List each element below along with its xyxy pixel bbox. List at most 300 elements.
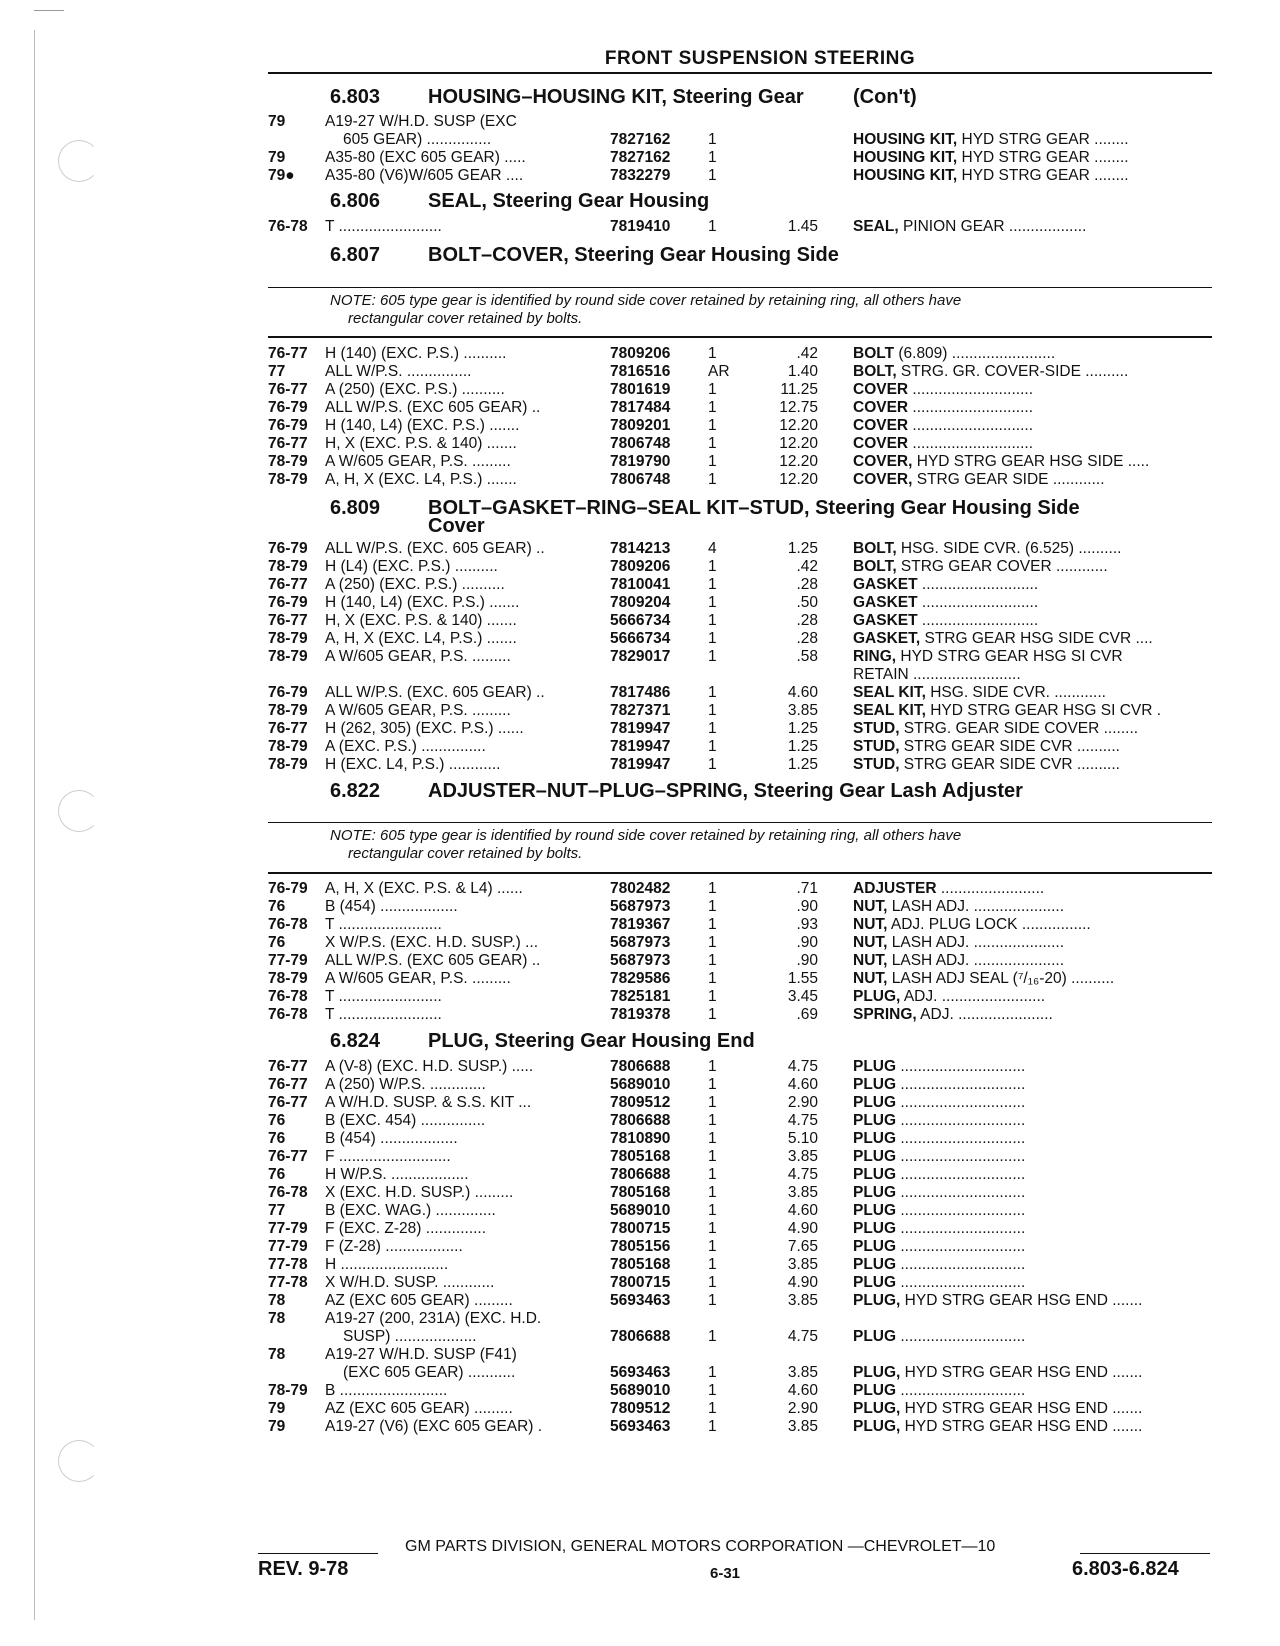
description-cell — [853, 916, 1213, 934]
table-row — [268, 131, 1212, 150]
description-cell — [853, 1328, 1213, 1346]
description-cell — [853, 1166, 1213, 1184]
description-cell — [853, 702, 1213, 720]
year-cell: 76-78 — [268, 218, 308, 235]
description-cell — [853, 952, 1213, 970]
description-cell — [853, 756, 1213, 774]
part-number-cell: 7809512 — [610, 1400, 671, 1417]
year-cell: 79● — [268, 167, 295, 184]
description-keyword: PLUG — [853, 1328, 897, 1345]
table-row — [268, 1382, 1212, 1401]
description-detail: HYD STRG GEAR HSG SI CVR — [896, 648, 1123, 665]
application-cell: A W/605 GEAR, P.S. ......... — [325, 648, 511, 665]
description-cell — [853, 1364, 1213, 1382]
year-cell: 76 — [268, 898, 286, 915]
description-cell — [853, 453, 1213, 471]
quantity-cell: 1 — [708, 1184, 717, 1201]
description-detail: HYD STRG GEAR HSG SIDE ..... — [912, 453, 1150, 470]
table-row — [268, 612, 1212, 631]
description-keyword: GASKET, — [853, 630, 921, 647]
table-row — [268, 1274, 1212, 1293]
note-text — [330, 827, 1150, 863]
note-line: rectangular cover retained by bolts. — [348, 845, 583, 862]
year-cell: 78-79 — [268, 1382, 308, 1399]
description-detail: ............................ — [908, 399, 1034, 416]
table-row — [268, 1238, 1212, 1257]
application-cell: T ........................ — [325, 1006, 442, 1023]
quantity-cell: 1 — [708, 1006, 717, 1023]
application-cell: H W/P.S. .................. — [325, 1166, 469, 1183]
table-row — [268, 756, 1212, 775]
description-keyword: SPRING, — [853, 1006, 917, 1023]
description-keyword: STUD, — [853, 756, 900, 773]
table-row — [268, 1328, 1212, 1347]
price-cell: 12.20 — [779, 435, 818, 452]
year-cell: 78-79 — [268, 756, 308, 773]
table-row — [268, 1400, 1212, 1419]
quantity-cell: 1 — [708, 1130, 717, 1147]
quantity-cell: 1 — [708, 1364, 717, 1381]
table-row — [268, 113, 1212, 132]
section-number: 6.824 — [330, 1030, 381, 1052]
description-detail: LASH ADJ. ..................... — [887, 898, 1065, 915]
description-detail: ............................. — [896, 1094, 1026, 1111]
year-cell: 76-77 — [268, 1094, 308, 1111]
table-row — [268, 540, 1212, 559]
part-number-cell: 7800715 — [610, 1274, 671, 1291]
year-cell: 76-78 — [268, 1184, 308, 1201]
application-cell: B (EXC. WAG.) .............. — [325, 1202, 496, 1219]
description-detail: ADJ. ...................... — [916, 1006, 1053, 1023]
year-cell: 76-78 — [268, 988, 308, 1005]
description-keyword: NUT, — [853, 898, 888, 915]
description-keyword: PLUG — [853, 1238, 897, 1255]
price-cell: 4.90 — [787, 1274, 818, 1291]
application-cell: H, X (EXC. P.S. & 140) ....... — [325, 435, 517, 452]
part-number-cell: 7809204 — [610, 594, 671, 611]
description-keyword: HOUSING KIT, — [853, 131, 958, 148]
description-detail: ............................. — [896, 1130, 1026, 1147]
table-row — [268, 399, 1212, 418]
part-number-cell: 7800715 — [610, 1220, 671, 1237]
year-cell: 78-79 — [268, 702, 308, 719]
description-detail: HYD STRG GEAR HSG END ....... — [900, 1364, 1143, 1381]
quantity-cell: 1 — [708, 952, 717, 969]
part-number-cell: 7819947 — [610, 720, 671, 737]
year-cell: 78 — [268, 1346, 286, 1363]
part-number-cell: 7827371 — [610, 702, 671, 719]
description-keyword: COVER — [853, 417, 909, 434]
note-rule-top — [268, 822, 1212, 823]
price-cell: 1.45 — [787, 218, 818, 235]
part-number-cell: 7801619 — [610, 381, 671, 398]
quantity-cell: 1 — [708, 345, 717, 362]
description-detail: ........................... — [917, 612, 1039, 629]
description-cell — [853, 1112, 1213, 1130]
description-detail: HYD STRG GEAR ........ — [957, 149, 1129, 166]
description-keyword: COVER, — [853, 471, 913, 488]
section-title: HOUSING–HOUSING KIT, Steering Gear — [428, 86, 804, 108]
description-keyword: BOLT, — [853, 363, 897, 380]
table-row — [268, 1220, 1212, 1239]
description-keyword: PLUG — [853, 1184, 897, 1201]
application-cell: A W/H.D. SUSP. & S.S. KIT ... — [325, 1094, 532, 1111]
description-cell — [853, 1382, 1213, 1400]
description-detail: STRG. GEAR SIDE COVER ........ — [899, 720, 1139, 737]
description-keyword: SEAL KIT, — [853, 684, 926, 701]
application-cell: A (V-8) (EXC. H.D. SUSP.) ..... — [325, 1058, 534, 1075]
description-detail: STRG GEAR HSG SIDE CVR .... — [920, 630, 1153, 647]
footer-rule-right — [1080, 1553, 1210, 1554]
application-cell: A, H, X (EXC. L4, P.S.) ....... — [325, 630, 517, 647]
description-cell — [853, 558, 1213, 576]
table-row — [268, 1094, 1212, 1113]
description-detail: ............................ — [908, 417, 1034, 434]
quantity-cell: 1 — [708, 880, 717, 897]
year-cell: 76-78 — [268, 916, 308, 933]
quantity-cell: 1 — [708, 1148, 717, 1165]
description-cell — [853, 1256, 1213, 1274]
application-cell: H, X (EXC. P.S. & 140) ....... — [325, 612, 517, 629]
price-cell: .58 — [796, 648, 818, 665]
description-detail: LASH ADJ. ..................... — [887, 952, 1065, 969]
part-number-cell: 7806688 — [610, 1328, 671, 1345]
price-cell: .69 — [796, 1006, 818, 1023]
price-cell: 4.75 — [787, 1166, 818, 1183]
year-cell: 79 — [268, 149, 286, 166]
application-cell: AZ (EXC 605 GEAR) ......... — [325, 1292, 513, 1309]
description-keyword: HOUSING KIT, — [853, 167, 958, 184]
description-detail: STRG GEAR COVER ............ — [896, 558, 1108, 575]
year-cell: 76-79 — [268, 540, 308, 557]
application-cell: B ......................... — [325, 1382, 448, 1399]
table-row — [268, 934, 1212, 953]
year-cell: 77-79 — [268, 1220, 308, 1237]
quantity-cell: 1 — [708, 630, 717, 647]
description-detail: STRG. GR. COVER-SIDE .......... — [896, 363, 1129, 380]
description-cell — [853, 1094, 1213, 1112]
description-cell — [853, 345, 1213, 363]
description-keyword: STUD, — [853, 738, 900, 755]
part-number-cell: 7809206 — [610, 558, 671, 575]
description-cell — [853, 684, 1213, 702]
note-rule-bottom — [268, 872, 1212, 874]
application-cell: H (262, 305) (EXC. P.S.) ...... — [325, 720, 524, 737]
description-cell — [853, 1418, 1213, 1436]
description-keyword: PLUG, — [853, 1400, 901, 1417]
table-row — [268, 149, 1212, 168]
part-number-cell: 7827162 — [610, 149, 671, 166]
application-cell: B (EXC. 454) ............... — [325, 1112, 486, 1129]
price-cell: 1.25 — [787, 756, 818, 773]
description-keyword: PLUG — [853, 1256, 897, 1273]
description-keyword: COVER, — [853, 453, 913, 470]
description-cell — [853, 594, 1213, 612]
description-cell — [853, 149, 1213, 167]
description-keyword: STUD, — [853, 720, 900, 737]
application-cell: SUSP) ................... — [343, 1328, 477, 1345]
description-detail: ............................. — [896, 1328, 1026, 1345]
binder-hole-mark — [58, 790, 100, 832]
description-detail: LASH ADJ. ..................... — [887, 934, 1065, 951]
description-cell — [853, 435, 1213, 453]
application-cell: A W/605 GEAR, P.S. ......... — [325, 453, 511, 470]
application-cell: X W/P.S. (EXC. H.D. SUSP.) ... — [325, 934, 539, 951]
table-row — [268, 684, 1212, 703]
year-cell: 78-79 — [268, 453, 308, 470]
footer-division: GM PARTS DIVISION, GENERAL MOTORS CORPORATION —CHEVROLET—10 — [405, 1538, 996, 1555]
part-number-cell: 7819378 — [610, 1006, 671, 1023]
year-cell: 76-77 — [268, 612, 308, 629]
price-cell: 12.20 — [779, 453, 818, 470]
description-cell — [853, 648, 1213, 666]
part-number-cell: 5689010 — [610, 1076, 671, 1093]
price-cell: 1.40 — [787, 363, 818, 380]
year-cell: 76-79 — [268, 594, 308, 611]
part-number-cell: 7806688 — [610, 1058, 671, 1075]
binder-hole-mark — [58, 140, 100, 182]
part-number-cell: 5666734 — [610, 612, 671, 629]
price-cell: 3.85 — [787, 702, 818, 719]
part-number-cell: 7809206 — [610, 345, 671, 362]
part-number-cell: 5693463 — [610, 1364, 671, 1381]
description-cell — [853, 1130, 1213, 1148]
description-detail: ............................. — [896, 1256, 1026, 1273]
quantity-cell: 1 — [708, 131, 717, 148]
section-title: BOLT–COVER, Steering Gear Housing Side — [428, 244, 839, 266]
description-cell — [853, 1220, 1213, 1238]
description-keyword: PLUG — [853, 1202, 897, 1219]
year-cell: 76-78 — [268, 1006, 308, 1023]
table-row — [268, 1202, 1212, 1221]
section-number: 6.807 — [330, 244, 381, 266]
year-cell: 76 — [268, 1112, 286, 1129]
quantity-cell: 1 — [708, 898, 717, 915]
description-keyword: NUT, — [853, 916, 888, 933]
quantity-cell: 1 — [708, 1166, 717, 1183]
application-cell: AZ (EXC 605 GEAR) ......... — [325, 1400, 513, 1417]
year-cell: 76 — [268, 1166, 286, 1183]
price-cell: 4.60 — [787, 684, 818, 701]
year-cell: 78 — [268, 1310, 286, 1327]
table-row — [268, 594, 1212, 613]
description-detail: HYD STRG GEAR HSG END ....... — [900, 1292, 1143, 1309]
note-line: NOTE: 605 type gear is identified by round side cover retained by retaining ring, all others have — [330, 292, 962, 309]
table-row — [268, 988, 1212, 1007]
note-line: rectangular cover retained by bolts. — [348, 310, 583, 327]
footer-rule-left — [258, 1553, 378, 1554]
table-row — [268, 702, 1212, 721]
description-keyword: PLUG — [853, 1058, 897, 1075]
description-cell — [853, 988, 1213, 1006]
description-detail: ............................. — [896, 1166, 1026, 1183]
description-keyword: GASKET — [853, 612, 918, 629]
price-cell: 4.75 — [787, 1328, 818, 1345]
description-keyword: GASKET — [853, 594, 918, 611]
description-cell — [853, 612, 1213, 630]
quantity-cell: 1 — [708, 435, 717, 452]
year-cell: 79 — [268, 113, 286, 130]
description-cell — [853, 576, 1213, 594]
table-row — [268, 648, 1212, 667]
section-title: ADJUSTER–NUT–PLUG–SPRING, Steering Gear Lash Adjuster — [428, 780, 1023, 802]
part-number-cell: 5687973 — [610, 934, 671, 951]
price-cell: 3.85 — [787, 1364, 818, 1381]
quantity-cell: 1 — [708, 1202, 717, 1219]
quantity-cell: 1 — [708, 1256, 717, 1273]
year-cell: 79 — [268, 1400, 286, 1417]
description-keyword: PLUG — [853, 1382, 897, 1399]
price-cell: .90 — [796, 934, 818, 951]
section-continued: (Con't) — [853, 86, 917, 108]
price-cell: 2.90 — [787, 1094, 818, 1111]
description-cell — [853, 1292, 1213, 1310]
part-number-cell: 7829017 — [610, 648, 671, 665]
description-detail: ............................ — [908, 381, 1034, 398]
part-number-cell: 7817486 — [610, 684, 671, 701]
description-detail: ............................. — [896, 1202, 1026, 1219]
description-cell — [853, 1076, 1213, 1094]
description-keyword: COVER — [853, 399, 909, 416]
application-cell: F .......................... — [325, 1148, 451, 1165]
part-number-cell: 7819947 — [610, 738, 671, 755]
part-number-cell: 7806748 — [610, 435, 671, 452]
application-cell: H (EXC. L4, P.S.) ............ — [325, 756, 501, 773]
table-row — [268, 558, 1212, 577]
year-cell: 76-79 — [268, 399, 308, 416]
application-cell: A, H, X (EXC. P.S. & L4) ...... — [325, 880, 523, 897]
price-cell: .28 — [796, 612, 818, 629]
price-cell: 1.25 — [787, 720, 818, 737]
description-keyword: PLUG, — [853, 1292, 901, 1309]
description-detail: HYD STRG GEAR ........ — [957, 131, 1129, 148]
section-title: BOLT–GASKET–RING–SEAL KIT–STUD, Steering Gear Housing Side — [428, 497, 1080, 519]
table-row — [268, 666, 1212, 685]
description-cell — [853, 131, 1213, 149]
description-keyword: PLUG — [853, 1166, 897, 1183]
application-cell: T ........................ — [325, 916, 442, 933]
description-cell — [853, 934, 1213, 952]
quantity-cell: 1 — [708, 471, 717, 488]
application-cell: A W/605 GEAR, P.S. ......... — [325, 970, 511, 987]
table-row — [268, 1184, 1212, 1203]
part-number-cell: 7817484 — [610, 399, 671, 416]
description-cell — [853, 471, 1213, 489]
table-row — [268, 435, 1212, 454]
description-cell — [853, 218, 1213, 236]
quantity-cell: 1 — [708, 399, 717, 416]
description-keyword: COVER — [853, 435, 909, 452]
table-row — [268, 970, 1212, 989]
description-keyword: BOLT, — [853, 540, 897, 557]
part-number-cell: 7819790 — [610, 453, 671, 470]
year-cell: 78-79 — [268, 738, 308, 755]
price-cell: .71 — [796, 880, 818, 897]
table-row — [268, 167, 1212, 186]
table-row — [268, 218, 1212, 237]
description-keyword: GASKET — [853, 576, 918, 593]
description-cell — [853, 167, 1213, 185]
quantity-cell: 1 — [708, 756, 717, 773]
table-row — [268, 1130, 1212, 1149]
price-cell: .50 — [796, 594, 818, 611]
description-keyword: HOUSING KIT, — [853, 149, 958, 166]
description-detail: ........................... — [917, 576, 1039, 593]
application-cell: (EXC 605 GEAR) ........... — [343, 1364, 516, 1381]
price-cell: 4.60 — [787, 1202, 818, 1219]
price-cell: 3.85 — [787, 1292, 818, 1309]
description-detail: ............................. — [896, 1112, 1026, 1129]
description-detail: HSG. SIDE CVR. (6.525) .......... — [896, 540, 1122, 557]
application-cell: A19-27 (V6) (EXC 605 GEAR) . — [325, 1418, 543, 1435]
year-cell: 77-79 — [268, 1238, 308, 1255]
description-detail: ............................. — [896, 1076, 1026, 1093]
description-cell — [853, 880, 1213, 898]
price-cell: 4.75 — [787, 1058, 818, 1075]
binder-hole-mark — [58, 1440, 100, 1482]
application-cell: X W/H.D. SUSP. ............ — [325, 1274, 495, 1291]
table-row — [268, 1346, 1212, 1365]
description-cell — [853, 1184, 1213, 1202]
description-cell — [853, 738, 1213, 756]
price-cell: 4.60 — [787, 1382, 818, 1399]
price-cell: 3.85 — [787, 1148, 818, 1165]
table-row — [268, 1292, 1212, 1311]
quantity-cell: 1 — [708, 720, 717, 737]
price-cell: 5.10 — [787, 1130, 818, 1147]
price-cell: .42 — [796, 558, 818, 575]
price-cell: .28 — [796, 630, 818, 647]
description-detail: HYD STRG GEAR HSG END ....... — [900, 1400, 1143, 1417]
application-cell: A (250) (EXC. P.S.) .......... — [325, 381, 505, 398]
section-title-continuation: Cover — [428, 515, 485, 537]
price-cell: 11.25 — [780, 381, 818, 398]
price-cell: 2.90 — [787, 1400, 818, 1417]
part-number-cell: 7805156 — [610, 1238, 671, 1255]
year-cell: 76-77 — [268, 576, 308, 593]
quantity-cell: 1 — [708, 1058, 717, 1075]
quantity-cell: 1 — [708, 167, 717, 184]
application-cell: B (454) .................. — [325, 1130, 458, 1147]
application-cell: B (454) .................. — [325, 898, 458, 915]
part-number-cell: 7816516 — [610, 363, 671, 380]
footer-section-range: 6.803-6.824 — [1072, 1558, 1179, 1580]
description-detail: STRG GEAR SIDE CVR .......... — [899, 738, 1120, 755]
part-number-cell: 5689010 — [610, 1382, 671, 1399]
description-keyword: PLUG — [853, 1094, 897, 1111]
quantity-cell: 1 — [708, 558, 717, 575]
part-number-cell: 7827162 — [610, 131, 671, 148]
description-keyword: NUT, — [853, 970, 888, 987]
description-detail: ........................ — [936, 880, 1045, 897]
table-row — [268, 738, 1212, 757]
part-number-cell: 7814213 — [610, 540, 671, 557]
description-keyword: PLUG — [853, 1112, 897, 1129]
quantity-cell: 1 — [708, 1400, 717, 1417]
year-cell: 77 — [268, 363, 286, 380]
year-cell: 77-78 — [268, 1256, 308, 1273]
description-detail: ............................. — [896, 1238, 1026, 1255]
part-number-cell: 5687973 — [610, 952, 671, 969]
part-number-cell: 7829586 — [610, 970, 671, 987]
year-cell: 76-77 — [268, 435, 308, 452]
application-cell: F (EXC. Z-28) .............. — [325, 1220, 487, 1237]
year-cell: 78 — [268, 1292, 286, 1309]
quantity-cell: 1 — [708, 702, 717, 719]
year-cell: 76-77 — [268, 1058, 308, 1075]
table-row — [268, 345, 1212, 364]
year-cell: 76-77 — [268, 1076, 308, 1093]
